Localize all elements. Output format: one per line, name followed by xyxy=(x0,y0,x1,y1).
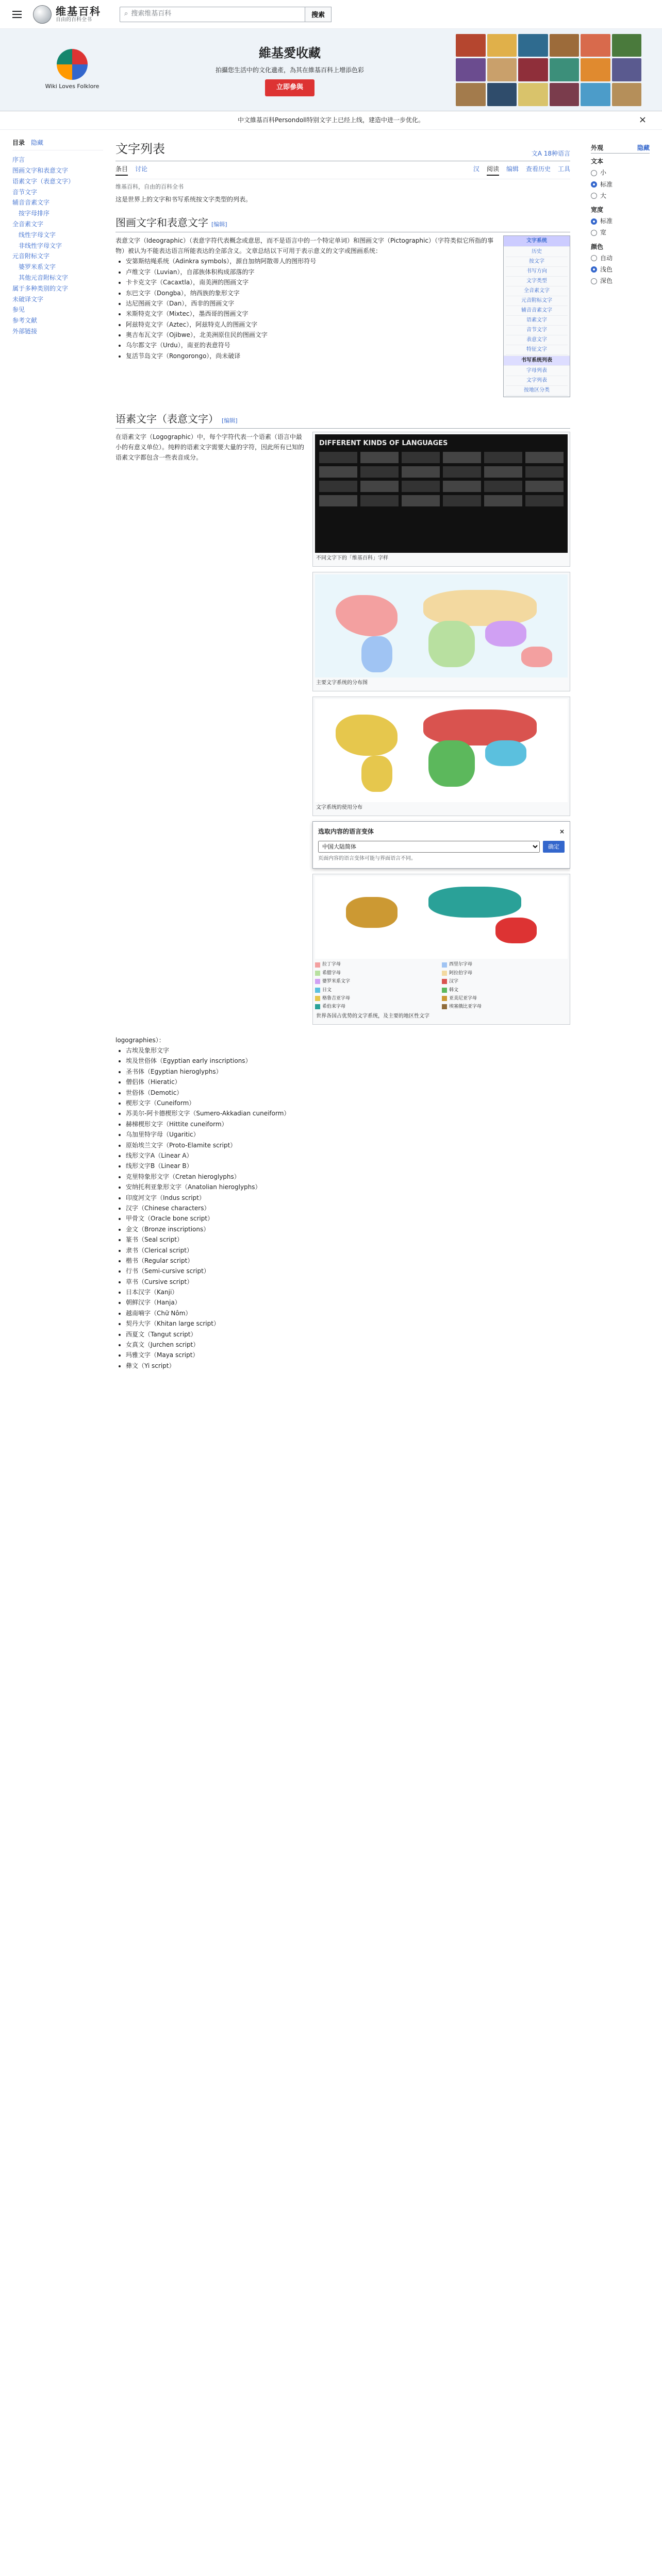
radio-label: 标准 xyxy=(600,217,613,225)
banner-join-button[interactable]: 立即參與 xyxy=(265,79,315,96)
legend-label: 韩文 xyxy=(449,987,459,993)
list-item: • 卡卡克文字（Cacaxtla），南美洲的图画文字 xyxy=(126,277,570,287)
view-tab-2[interactable]: 编辑 xyxy=(506,165,519,173)
campaign-logo-label: Wiki Loves Folklore xyxy=(45,82,100,90)
list-item: • 卢维文字（Luvian），自部族体积构成部落的字 xyxy=(126,267,570,277)
legend-label: 希伯来字母 xyxy=(322,1004,346,1010)
list-item: • 世俗体（Demotic） xyxy=(126,1088,570,1098)
close-icon[interactable]: × xyxy=(559,827,565,835)
logographies-label: logographies）： xyxy=(115,1036,165,1044)
language-switcher[interactable]: 文A 18种语言 xyxy=(531,150,570,158)
view-tab-0[interactable]: 汉 xyxy=(473,165,479,173)
list-item: • 安第斯结绳系统（Adinkra symbols），源自加纳阿散蒂人的图形符号 xyxy=(126,256,570,266)
toc-item[interactable]: 婆罗米系文字 xyxy=(19,263,56,271)
toc-item[interactable]: 参见 xyxy=(12,306,25,314)
legend-label: 日文 xyxy=(322,987,332,993)
radio-option[interactable] xyxy=(591,216,650,226)
legend-item xyxy=(315,978,441,985)
list-item: • 奥吉布瓦文字（Ojibwe），北美洲原住民的图画文字 xyxy=(126,330,570,340)
figure-caption: 文字系统的使用分布 xyxy=(316,804,362,810)
language-variant-select[interactable] xyxy=(318,841,540,853)
legend-swatch xyxy=(442,971,447,976)
world-map xyxy=(315,699,568,802)
list-item: • 行书（Semi-cursive script） xyxy=(126,1266,570,1276)
site-notice-text: 中文維基百科Persondoll特别文字上已经上线，建造中进一步优化。 xyxy=(238,116,424,124)
legend-swatch xyxy=(315,996,320,1001)
list-item: • 圣书体（Egyptian hieroglyphs） xyxy=(126,1066,570,1077)
toc-item[interactable]: 辅音音素文字 xyxy=(12,199,50,207)
tab-0[interactable]: 条目 xyxy=(115,164,128,175)
navbox-link[interactable]: 全音素文字 xyxy=(506,286,568,296)
view-tab-4[interactable]: 工具 xyxy=(557,165,570,173)
legend-item xyxy=(442,978,568,985)
list-item: • 乌加里特字母（Ugaritic） xyxy=(126,1129,570,1140)
radio-label: 宽 xyxy=(600,229,607,236)
radio-label: 大 xyxy=(600,192,607,199)
list-item: • 篆书（Seal script） xyxy=(126,1234,570,1245)
legend-label: 埃塞俄比亚字母 xyxy=(449,1004,482,1010)
navbox-link[interactable]: 语素文字 xyxy=(506,316,568,326)
list-item: • 彝文（Yi script） xyxy=(126,1361,570,1371)
legend-swatch xyxy=(315,979,320,984)
site-header xyxy=(0,0,662,29)
radio-option[interactable] xyxy=(591,180,650,190)
figure-world-map-3 xyxy=(312,874,570,1024)
radio-option[interactable] xyxy=(591,276,650,286)
navbox-link[interactable]: 按地区分类 xyxy=(506,386,568,396)
legend-item xyxy=(442,970,568,977)
legend-swatch xyxy=(442,996,447,1001)
figure-caption: 世界各国占优势的文字系统，及主要的地区性文字 xyxy=(316,1013,429,1019)
legend-swatch xyxy=(442,1004,447,1009)
appearance-hide-button[interactable]: 隐藏 xyxy=(637,144,650,151)
main-menu-icon[interactable] xyxy=(12,7,27,22)
list-item: • 古埃及象形文字 xyxy=(126,1045,570,1056)
search-form xyxy=(120,7,332,22)
appearance-heading: 外观 xyxy=(591,144,604,151)
legend-item xyxy=(315,1003,441,1010)
world-map xyxy=(315,876,568,959)
dialog-title: 选取内容的语言变体 xyxy=(318,827,374,835)
legend-swatch xyxy=(442,979,447,984)
list-item: • 克里特象形文字（Cretan hieroglyphs） xyxy=(126,1172,570,1182)
world-map xyxy=(315,574,568,677)
toc-item[interactable]: 其他元音附标文字 xyxy=(19,274,69,281)
text-size-label: 文本 xyxy=(591,158,604,165)
site-logo[interactable] xyxy=(33,5,101,24)
radio-icon[interactable] xyxy=(591,181,597,188)
figure-caption: 主要文字系统的分布图 xyxy=(316,680,368,686)
banner-title: 維基愛收藏 xyxy=(259,46,321,61)
list-item: • 印度河文字（Indus script） xyxy=(126,1193,570,1203)
toc-item[interactable]: 全音素文字 xyxy=(12,220,44,228)
list-item: • 安纳托利亚象形文字（Anatolian hieroglyphs） xyxy=(126,1182,570,1192)
radio-option[interactable] xyxy=(591,168,650,178)
navbox-link[interactable]: 表意文字 xyxy=(506,335,568,345)
close-icon[interactable]: × xyxy=(638,114,647,126)
legend-item xyxy=(442,987,568,994)
edit-section-link[interactable]: [编辑] xyxy=(211,221,227,228)
banner-photo-collage xyxy=(456,34,641,106)
list-item: • 原始埃兰文字（Proto-Elamite script） xyxy=(126,1140,570,1150)
toc-item[interactable]: 音节文字 xyxy=(12,188,38,196)
page-title: 文字列表 xyxy=(115,142,165,156)
legend-item xyxy=(315,995,441,1002)
list-item: • 乌尔都文字（Urdu），南亚的表意符号 xyxy=(126,340,570,350)
radio-label: 标准 xyxy=(600,180,613,188)
legend-label: 阿拉伯字母 xyxy=(449,970,473,976)
view-tab-3[interactable]: 查看历史 xyxy=(525,165,551,173)
list-item: • 契丹大字（Khitan large script） xyxy=(126,1318,570,1329)
toc-list xyxy=(12,155,103,337)
radio-icon[interactable] xyxy=(591,193,597,199)
section-paragraph: 在语素文字（Logographic）中，每个字符代表一个语素（语言中最小的有意义单位）。纯粹的语素文字需要大量的字符，因此所有已知的语素文字都包含一些表音成分。 xyxy=(115,433,305,462)
toc-item[interactable]: 非线性字母文字 xyxy=(19,242,62,249)
article-body xyxy=(103,130,583,1371)
list-item: • 玛雅文字（Maya script） xyxy=(126,1350,570,1360)
legend-item xyxy=(315,961,441,968)
radio-icon[interactable] xyxy=(591,255,597,261)
navbox-link[interactable]: 书写方向 xyxy=(506,267,568,277)
radio-label: 小 xyxy=(600,169,607,177)
legend-label: 亚美尼亚字母 xyxy=(449,995,477,1001)
list-item: • 汉字（Chinese characters） xyxy=(126,1203,570,1213)
campaign-logo xyxy=(57,49,88,80)
toc-item[interactable]: 语素文字（表意文字） xyxy=(12,177,75,185)
wikipedia-globe-icon xyxy=(33,5,52,24)
legend-swatch xyxy=(315,988,320,993)
navbox-link[interactable]: 历史 xyxy=(506,247,568,257)
navbox-link[interactable]: 文字类型 xyxy=(506,277,568,286)
radio-label: 自动 xyxy=(600,254,613,262)
toc-item[interactable]: 外部链接 xyxy=(12,327,38,335)
legend-item xyxy=(315,987,441,994)
radio-icon[interactable] xyxy=(591,230,597,236)
language-variant-dialog xyxy=(312,821,570,869)
scripts-grid xyxy=(319,452,564,506)
list-item: • 越南喃字（Chữ Nôm） xyxy=(126,1308,570,1318)
map-legend xyxy=(315,961,568,1010)
list-item: • 米斯特克文字（Mixtec），墨西哥的图画文字 xyxy=(126,309,570,319)
radio-option[interactable] xyxy=(591,253,650,263)
appearance-panel xyxy=(583,130,650,1371)
list-item: • 甲骨文（Oracle bone script） xyxy=(126,1213,570,1224)
search-button[interactable]: 搜索 xyxy=(305,7,332,22)
toc-item[interactable]: 未破译文字 xyxy=(12,295,44,303)
toc-hide-button[interactable]: 隐藏 xyxy=(31,139,44,146)
search-icon: ⌕ xyxy=(124,10,128,18)
list-item: • 埃及世俗体（Egyptian early inscriptions） xyxy=(126,1056,570,1066)
radio-icon[interactable] xyxy=(591,218,597,225)
legend-swatch xyxy=(315,1004,320,1009)
radio-icon[interactable] xyxy=(591,266,597,273)
legend-label: 格鲁吉亚字母 xyxy=(322,995,351,1001)
legend-item xyxy=(315,970,441,977)
toc-item[interactable]: 按字母排序 xyxy=(19,210,50,217)
list-item: • 线形文字B（Linear B） xyxy=(126,1161,570,1171)
site-name: 维基百科 xyxy=(56,5,101,18)
figure-dark-title: DIFFERENT KINDS OF LANGUAGES xyxy=(319,439,448,447)
navbox-list-title: 书写系统列表 xyxy=(504,356,570,366)
tab-1[interactable]: 讨论 xyxy=(135,165,148,173)
list-item: • 日本汉字（Kanji） xyxy=(126,1287,570,1297)
toc-item[interactable]: 序言 xyxy=(12,156,25,164)
color-label: 颜色 xyxy=(591,243,604,250)
dialog-note: 页面内容的语言变体可能与界面语言不同。 xyxy=(318,856,416,862)
site-notice xyxy=(0,111,662,130)
list-item: • 楔形文字（Cuneiform） xyxy=(126,1098,570,1108)
legend-label: 希腊字母 xyxy=(322,970,341,976)
navbox-link[interactable]: 元音附标文字 xyxy=(506,296,568,306)
figure-world-map-1 xyxy=(312,572,570,691)
list-item: • 赫梯楔形文字（Hittite cuneiform） xyxy=(126,1119,570,1129)
navbox-link[interactable]: 按文字 xyxy=(506,257,568,267)
navbox-title: 文字系统 xyxy=(504,236,570,247)
list-item: • 西夏文（Tangut script） xyxy=(126,1329,570,1340)
list-item: • 苏美尔-阿卡德楔形文字（Sumero-Akkadian cuneiform） xyxy=(126,1108,570,1118)
edit-section-link[interactable]: [编辑] xyxy=(222,417,238,424)
navbox-link[interactable]: 字母列表 xyxy=(506,366,568,376)
toc-item[interactable]: 线性字母文字 xyxy=(19,231,56,239)
toc-item[interactable]: 属于多种类别的文字 xyxy=(12,284,69,292)
toc-heading: 目录 xyxy=(12,139,25,146)
banner-subtitle: 拍攝您生活中的文化遺產，為其在維基百科上增添色彩 xyxy=(215,66,364,74)
list-item: • 僧侣体（Hieratic） xyxy=(126,1077,570,1087)
legend-label: 拉丁字母 xyxy=(322,962,341,968)
figure-world-map-2 xyxy=(312,697,570,816)
radio-option[interactable] xyxy=(591,265,650,275)
writing-systems-navbox xyxy=(503,235,570,397)
toc-sidebar xyxy=(12,130,103,1371)
legend-swatch xyxy=(315,971,320,976)
list-item: • 楷书（Regular script） xyxy=(126,1256,570,1266)
section-heading: 图画文字和表意文字 [编辑] xyxy=(115,214,570,232)
list-item: • 朝鲜汉字（Hanja） xyxy=(126,1297,570,1308)
list-item: • 女真文（Jurchen script） xyxy=(126,1340,570,1350)
figure-wikipedia-scripts xyxy=(312,432,570,567)
legend-swatch xyxy=(442,962,447,968)
toc-item[interactable]: 参考文献 xyxy=(12,317,38,325)
search-input[interactable]: ⌕ 搜索维基百科 xyxy=(120,7,305,22)
radio-option[interactable] xyxy=(591,228,650,238)
navbox-link[interactable]: 文字列表 xyxy=(506,376,568,386)
radio-icon[interactable] xyxy=(591,170,597,176)
confirm-button[interactable]: 确定 xyxy=(543,841,565,853)
list-item: • 东巴文字（Dongba），纳西族的象形文字 xyxy=(126,288,570,298)
navbox-link[interactable]: 音节文字 xyxy=(506,326,568,335)
section-paragraph: 表意文字（Ideographic）（表意字符代表概念或意思，而不是语言中的一个特定单词）和图画文字（Pictographic）（字符类似它所指的事物）被认为不能表达语言所能表达的全部含义。文章总结以下可用于表示意义的文字或图画系统： xyxy=(115,236,493,255)
list-item: • 隶书（Clerical script） xyxy=(126,1245,570,1256)
list-item: • 达尼图画文字（Dan），西非的图画文字 xyxy=(126,298,570,309)
list-item: • 线形文字A（Linear A） xyxy=(126,1150,570,1161)
radio-option[interactable] xyxy=(591,191,650,201)
figure-caption: 不同文字下的「维基百科」字样 xyxy=(316,555,388,561)
radio-icon[interactable] xyxy=(591,278,597,284)
list-item: • 复活节岛文字（Rongorongo），尚未破译 xyxy=(126,351,570,361)
width-label: 宽度 xyxy=(591,206,604,213)
intro-paragraph: 这是世界上的文字和书写系统按文字类型的列表。 xyxy=(115,196,252,204)
navbox-link[interactable]: 特征文字 xyxy=(506,345,568,355)
list-item: • 阿兹特克文字（Aztec），阿兹特克人的图画文字 xyxy=(126,319,570,330)
campaign-banner xyxy=(0,29,662,111)
list-item: • 草书（Cursive script） xyxy=(126,1277,570,1287)
legend-item xyxy=(442,995,568,1002)
site-tagline: 自由的百科全书 xyxy=(56,17,92,23)
toc-item[interactable]: 元音附标文字 xyxy=(12,252,50,260)
navbox-link[interactable]: 辅音音素文字 xyxy=(506,306,568,316)
view-tab-1[interactable]: 阅读 xyxy=(487,164,499,175)
legend-item xyxy=(442,1003,568,1010)
legend-item xyxy=(442,961,568,968)
radio-label: 深色 xyxy=(600,277,613,285)
list-item: • 金文（Bronze inscriptions） xyxy=(126,1224,570,1234)
legend-label: 婆罗米系文字 xyxy=(322,979,351,985)
radio-label: 浅色 xyxy=(600,265,613,273)
legend-swatch xyxy=(315,962,320,968)
toc-item[interactable]: 图画文字和表意文字 xyxy=(12,166,69,174)
legend-label: 西里尔字母 xyxy=(449,962,473,968)
legend-label: 汉字 xyxy=(449,979,459,985)
legend-swatch xyxy=(442,988,447,993)
from-wikipedia: 维基百科，自由的百科全书 xyxy=(115,183,184,190)
section-heading: 语素文字（表意文字） [编辑] xyxy=(115,411,570,429)
